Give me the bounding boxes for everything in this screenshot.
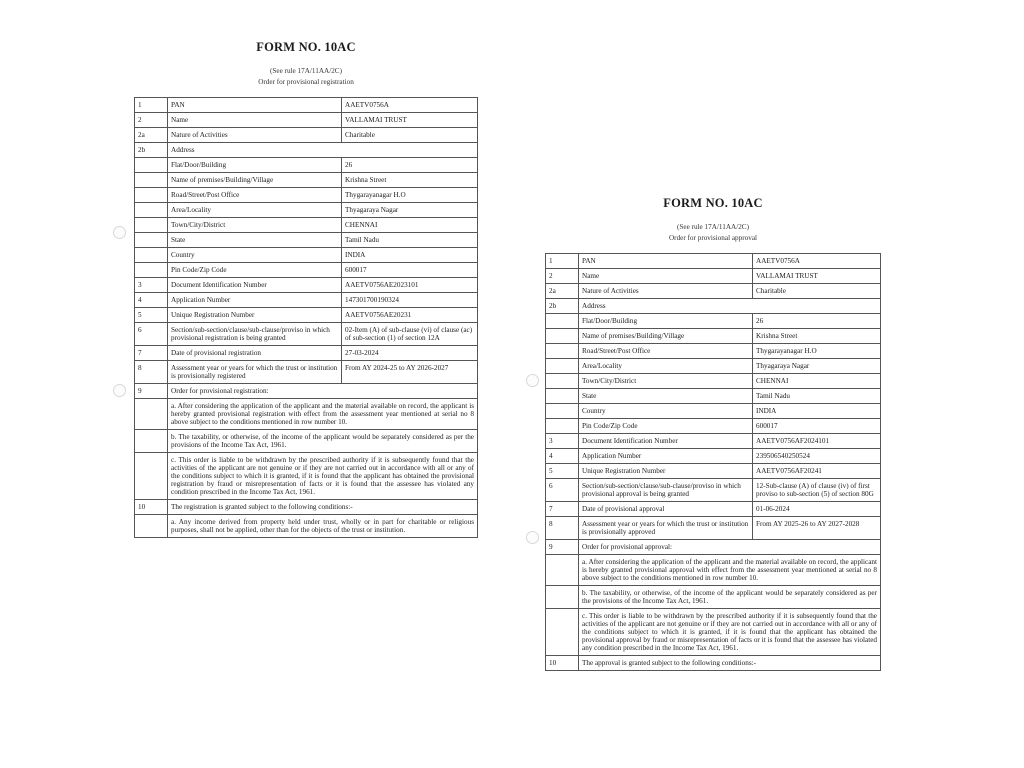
field-label: Pin Code/Zip Code — [579, 419, 753, 434]
field-value: Tamil Nadu — [753, 389, 881, 404]
row-number: 2 — [135, 113, 168, 128]
table-row — [135, 128, 478, 143]
table-row — [546, 254, 881, 269]
field-label: Country — [579, 404, 753, 419]
form-10ac-provisional-approval — [545, 196, 881, 671]
field-label: Town/City/District — [579, 374, 753, 389]
field-label: Nature of Activities — [168, 128, 342, 143]
table-row — [135, 308, 478, 323]
field-value: 600017 — [342, 263, 478, 278]
field-value: From AY 2024-25 to AY 2026-2027 — [342, 361, 478, 384]
form-title: FORM NO. 10AC — [663, 196, 763, 210]
form-title: FORM NO. 10AC — [256, 40, 356, 54]
field-value: VALLAMAI TRUST — [753, 269, 881, 284]
field-value: INDIA — [342, 248, 478, 263]
row-number: 2b — [135, 143, 168, 158]
order-paragraph: a. After considering the application of the applicant and the material available on record, the applicant is hereby granted provisional approval with effect from the assessment year mentioned at serial no 8 above subject to the conditions mentioned in row number 10. — [579, 555, 881, 586]
field-label: Order for provisional approval: — [579, 540, 881, 555]
field-value: AAETV0756A — [753, 254, 881, 269]
field-label: Road/Street/Post Office — [579, 344, 753, 359]
order-paragraph: b. The taxability, or otherwise, of the income of the applicant would be separately considered as per the provisions of the Income Tax Act, 1961. — [168, 430, 478, 453]
table-row — [546, 359, 881, 374]
row-number: 9 — [546, 540, 579, 555]
form-rule-reference: (See rule 17A/11AA/2C) — [677, 223, 749, 231]
field-label: Assessment year or years for which the trust or institution is provisionally registered — [168, 361, 342, 384]
field-label: Unique Registration Number — [579, 464, 753, 479]
field-label: PAN — [168, 98, 342, 113]
field-value: AAETV0756AF2024101 — [753, 434, 881, 449]
table-row — [135, 233, 478, 248]
field-label: Name — [168, 113, 342, 128]
field-label: State — [168, 233, 342, 248]
field-label: Name of premises/Building/Village — [168, 173, 342, 188]
field-label: Section/sub-section/clause/sub-clause/proviso in which provisional approval is being granted — [579, 479, 753, 502]
table-row — [546, 449, 881, 464]
field-label: Pin Code/Zip Code — [168, 263, 342, 278]
punch-hole-right-lower — [526, 531, 539, 544]
table-row — [135, 361, 478, 384]
field-value: AAETV0756AE20231 — [342, 308, 478, 323]
field-label: Name of premises/Building/Village — [579, 329, 753, 344]
punch-hole-left-lower — [113, 384, 126, 397]
field-label: Date of provisional approval — [579, 502, 753, 517]
row-number: 2b — [546, 299, 579, 314]
table-row — [546, 434, 881, 449]
field-label: Date of provisional registration — [168, 346, 342, 361]
field-label: The registration is granted subject to the following conditions:- — [168, 500, 478, 515]
table-row — [135, 515, 478, 538]
row-number: 1 — [135, 98, 168, 113]
table-row — [546, 609, 881, 656]
order-paragraph: b. The taxability, or otherwise, of the income of the applicant would be separately considered as per the provisions of the Income Tax Act, 1961. — [579, 586, 881, 609]
table-row — [546, 419, 881, 434]
field-value: AAETV0756AE2023101 — [342, 278, 478, 293]
table-row — [135, 113, 478, 128]
row-number: 7 — [546, 502, 579, 517]
form-rule-reference: (See rule 17A/11AA/2C) — [270, 67, 342, 75]
table-row — [135, 263, 478, 278]
table-row — [546, 329, 881, 344]
table-row — [546, 269, 881, 284]
field-label: Town/City/District — [168, 218, 342, 233]
order-paragraph: c. This order is liable to be withdrawn by the prescribed authority if it is subsequently found that the activities of the applicant are not genuine or if they are not carried out in accordance with all or any of the conditions subject to which it is granted, if it is found that the applicant has obtained the provisional approval by fraud or misrepresentation of facts or it is found that the assessee has violated any condition prescribed in the Income Tax Act, 1961. — [579, 609, 881, 656]
field-value: AAETV0756AF20241 — [753, 464, 881, 479]
row-number: 5 — [546, 464, 579, 479]
row-number: 2a — [135, 128, 168, 143]
table-row — [135, 173, 478, 188]
field-value: Charitable — [753, 284, 881, 299]
table-row — [135, 158, 478, 173]
field-label: Order for provisional registration: — [168, 384, 478, 399]
table-row — [135, 323, 478, 346]
field-label: Area/Locality — [579, 359, 753, 374]
table-row — [546, 517, 881, 540]
table-row — [135, 278, 478, 293]
field-value: INDIA — [753, 404, 881, 419]
field-value: Thygarayanagar H.O — [342, 188, 478, 203]
row-number: 9 — [135, 384, 168, 399]
field-label: Flat/Door/Building — [168, 158, 342, 173]
row-number: 10 — [135, 500, 168, 515]
field-value: Tamil Nadu — [342, 233, 478, 248]
table-row — [546, 464, 881, 479]
field-label: Document Identification Number — [168, 278, 342, 293]
field-label: Country — [168, 248, 342, 263]
table-row — [135, 500, 478, 515]
row-number: 1 — [546, 254, 579, 269]
field-label: PAN — [579, 254, 753, 269]
field-label: Area/Locality — [168, 203, 342, 218]
row-number: 2a — [546, 284, 579, 299]
table-row — [546, 299, 881, 314]
table-row — [546, 404, 881, 419]
row-number: 5 — [135, 308, 168, 323]
table-row — [546, 656, 881, 671]
table-row — [135, 453, 478, 500]
field-label: The approval is granted subject to the following conditions:- — [579, 656, 881, 671]
field-value: 26 — [342, 158, 478, 173]
row-number: 2 — [546, 269, 579, 284]
table-row — [135, 143, 478, 158]
field-label: Unique Registration Number — [168, 308, 342, 323]
table-row — [546, 555, 881, 586]
field-value: From AY 2025-26 to AY 2027-2028 — [753, 517, 881, 540]
row-number: 4 — [135, 293, 168, 308]
table-row — [546, 284, 881, 299]
field-value: 27-03-2024 — [342, 346, 478, 361]
field-label: State — [579, 389, 753, 404]
row-number: 10 — [546, 656, 579, 671]
field-value: AAETV0756A — [342, 98, 478, 113]
field-label: Nature of Activities — [579, 284, 753, 299]
table-row — [135, 293, 478, 308]
table-row — [135, 384, 478, 399]
row-number: 4 — [546, 449, 579, 464]
form-order-heading: Order for provisional approval — [668, 234, 758, 242]
punch-hole-left-upper — [113, 226, 126, 239]
field-value: 02-Item (A) of sub-clause (vi) of clause (ac) of sub-section (1) of section 12A — [342, 323, 478, 346]
form-10ac-provisional-registration — [134, 40, 478, 538]
field-label: Application Number — [168, 293, 342, 308]
field-label: Flat/Door/Building — [579, 314, 753, 329]
registration-table — [134, 97, 478, 538]
punch-hole-right-upper — [526, 374, 539, 387]
field-label: Road/Street/Post Office — [168, 188, 342, 203]
order-paragraph: c. This order is liable to be withdrawn by the prescribed authority if it is subsequently found that the activities of the applicant are not genuine or if they are not carried out in accordance with all or any of the conditions subject to which it is granted, if it is found that the applicant has obtained the provisional registration by fraud or misrepresentation of facts or it is found that the assessee has violated any condition prescribed in the Income Tax Act, 1961. — [168, 453, 478, 500]
row-number: 7 — [135, 346, 168, 361]
field-label: Document Identification Number — [579, 434, 753, 449]
field-value: VALLAMAI TRUST — [342, 113, 478, 128]
field-value: CHENNAI — [753, 374, 881, 389]
table-row — [135, 430, 478, 453]
field-value: 26 — [753, 314, 881, 329]
field-value: 12-Sub-clause (A) of clause (iv) of first proviso to sub-section (5) of section 80G — [753, 479, 881, 502]
table-row — [546, 479, 881, 502]
condition-paragraph: a. Any income derived from property held under trust, wholly or in part for charitable or religious purposes, shall not be applied, other than for the objects of the trust or institution. — [168, 515, 478, 538]
field-label: Assessment year or years for which the trust or institution is provisionally approved — [579, 517, 753, 540]
field-value: 239506540250524 — [753, 449, 881, 464]
row-number: 8 — [546, 517, 579, 540]
field-value: 600017 — [753, 419, 881, 434]
row-number: 6 — [135, 323, 168, 346]
row-number: 6 — [546, 479, 579, 502]
table-row — [135, 203, 478, 218]
field-value: 147301700190324 — [342, 293, 478, 308]
form-order-heading: Order for provisional registration — [258, 78, 354, 86]
field-value: 01-06-2024 — [753, 502, 881, 517]
table-row — [546, 374, 881, 389]
table-row — [135, 218, 478, 233]
row-number: 3 — [135, 278, 168, 293]
table-row — [135, 188, 478, 203]
field-label: Name — [579, 269, 753, 284]
field-value: Thyagaraya Nagar — [753, 359, 881, 374]
table-row — [135, 346, 478, 361]
field-value: Thyagaraya Nagar — [342, 203, 478, 218]
field-value: Krishna Street — [342, 173, 478, 188]
table-row — [546, 314, 881, 329]
order-paragraph: a. After considering the application of the applicant and the material available on record, the applicant is hereby granted provisional registration with effect from the assessment year mentioned at serial no 8 above subject to the conditions mentioned in row number 10. — [168, 399, 478, 430]
table-row — [135, 248, 478, 263]
table-row — [546, 389, 881, 404]
approval-table — [545, 253, 881, 671]
field-label: Application Number — [579, 449, 753, 464]
field-value: Thygarayanagar H.O — [753, 344, 881, 359]
field-label: Address — [579, 299, 881, 314]
table-row — [546, 502, 881, 517]
table-row — [546, 344, 881, 359]
field-value: Krishna Street — [753, 329, 881, 344]
table-row — [135, 98, 478, 113]
table-row — [546, 540, 881, 555]
table-row — [546, 586, 881, 609]
field-label: Address — [168, 143, 478, 158]
field-label: Section/sub-section/clause/sub-clause/proviso in which provisional registration is being granted — [168, 323, 342, 346]
field-value: Charitable — [342, 128, 478, 143]
field-value: CHENNAI — [342, 218, 478, 233]
table-row — [135, 399, 478, 430]
row-number: 8 — [135, 361, 168, 384]
row-number: 3 — [546, 434, 579, 449]
